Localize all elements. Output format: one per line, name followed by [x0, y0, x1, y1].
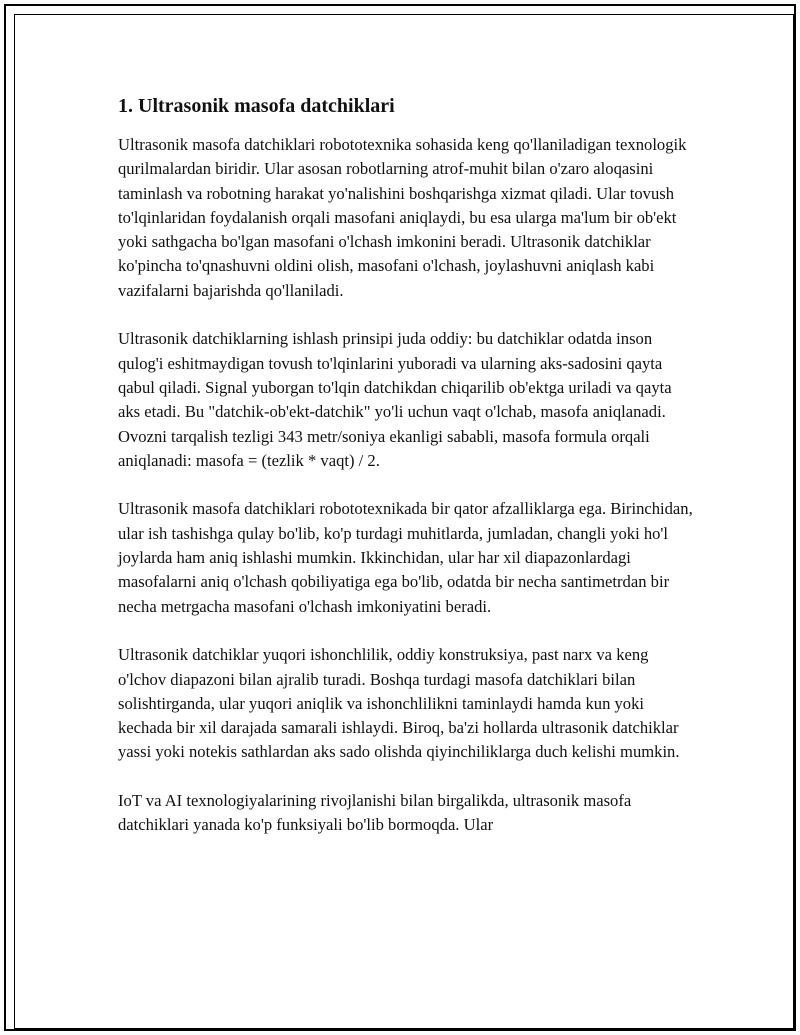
paragraph-iot-ai: IoT va AI texnologiyalarining rivojlanishi bilan birgalikda, ultrasonik masofa datchiklari yanada ko'p funksiyali bo'lib bormoqda. Ular [118, 791, 632, 835]
paragraph-reliability: Ultrasonik datchiklar yuqori ishonchlilik, oddiy konstruksiya, past narx va keng o'lchov diapazoni bilan ajralib turadi. Boshqa turdagi masofa datchiklari bilan solishtirganda, ular yuqori aniqlik va ishonchlilikni taminlaydi hamda kun yoki kechada bir xil darajada samarali ishlaydi. Biroq, ba'zi hollarda ultrasonik datchiklar yassi yoki notekis sathlardan aks sado olishda qiyinchiliklarga duch kelishi mumkin. [118, 645, 680, 762]
paragraph-working-principle: Ultrasonik datchiklarning ishlash prinsipi juda oddiy: bu datchiklar odatda inson qulog'i eshitmaydigan tovush to'lqinlarini yuboradi va ularning aks-sadosini qayta qabul qiladi. Signal yuborgan to'lqin datchikdan chiqarilib ob'ektga uriladi va qayta aks etadi. Bu "datchik-ob'ekt-datchik" yo'li uchun vaqt o'lchab, masofa aniqlanadi. Ovozni tarqalish tezligi 343 metr/soniya ekanligi sababli, masofa formula orqali aniqlanadi: masofa = (tezlik * vaqt) / 2. [118, 329, 672, 470]
section-heading: 1. Ultrasonik masofa datchiklari [118, 95, 395, 117]
paragraph-advantages: Ultrasonik masofa datchiklari robototexnikada bir qator afzalliklarga ega. Birinchidan, ular ish tashishga qulay bo'lib, ko'p turdagi muhitlarda, jumladan, changli yoki ho'l joylarda ham aniq ishlashi mumkin. Ikkinchidan, ular har xil diapazonlardagi masofalarni aniq o'lchash qobiliyatiga ega bo'lib, odatda bir necha santimetrdan bir necha metrgacha masofani o'lchash imkoniyatini beradi. [118, 499, 693, 616]
paragraph-intro: Ultrasonik masofa datchiklari robototexnika sohasida keng qo'llaniladigan texnologik qurilmalardan biridir. Ular asosan robotlarning atrof-muhit bilan o'zaro aloqasini taminlash va robotning harakat yo'nalishini boshqarishga xizmat qiladi. Ular tovush to'lqinlaridan foydalanish orqali masofani aniqlaydi, bu esa ularga ma'lum bir ob'ekt yoki sathgacha bo'lgan masofani o'lchash imkonini beradi. Ultrasonik datchiklar ko'pincha to'qnashuvni oldini olish, masofani o'lchash, joylashuvni aniqlash kabi vazifalarni bajarishda qo'llaniladi. [118, 135, 687, 300]
document-body [118, 92, 693, 862]
